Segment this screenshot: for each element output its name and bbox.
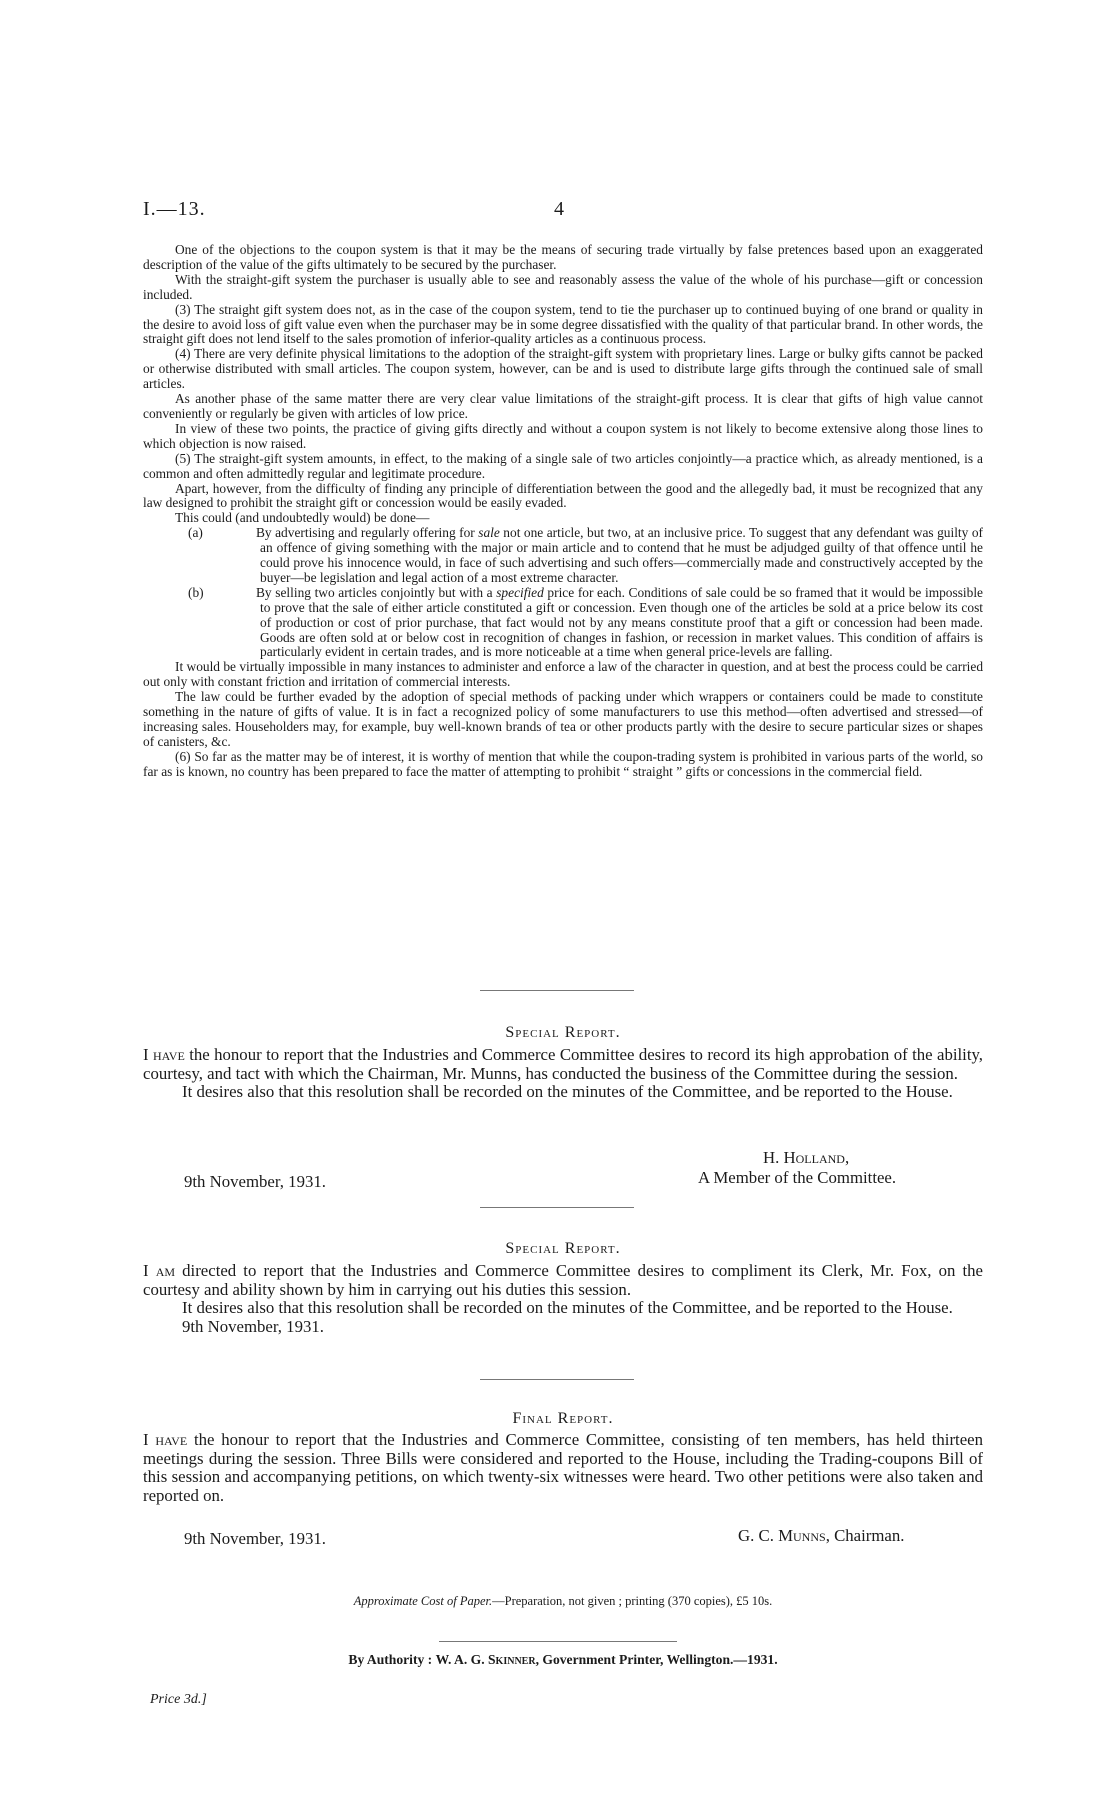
item-label: (b)	[188, 584, 204, 600]
paragraph: One of the objections to the coupon system is that it may be the means of securing trade virtually by false pretences based upon an exaggerated description of the value of the gifts ultimately to be secured by the purchaser.	[143, 242, 983, 272]
item-text: price for each. Conditions of sale could be so framed that it would be impossible to prove that the sale of either article constituted a gift or concession. Even though one of the articles be sold at a price below its cost of production or cost of prior purchase, that fact would not by any means constitute proof that a gift or concession had been made. Goods are often sold at or below cost in recognition of changes in fashion, or recession in market values. This condition of affairs is particularly evident in certain trades, and is more noticeable at a time when general price-levels are falling.	[260, 584, 984, 660]
paragraph-text: directed to report that the Industries and Commerce Committee desires to compliment its Clerk, Mr. Fox, on the courtesy and ability shown by him in carrying out his duties this session.	[143, 1261, 984, 1299]
opening-words: I am	[143, 1261, 176, 1280]
authority-prefix: By Authority :	[348, 1652, 433, 1667]
item-text: not one article, but two, at an inclusive price. To suggest that any defendant was guilty of an offence of giving something with the major or main article and to contend that he must be adjudged guilty of that offence until he could prove his innocence would, in face of such advertising and such offers—commercially made and constructively accepted by the buyer—be legislation and legal action of a most extreme character.	[260, 525, 983, 585]
section-divider	[480, 1207, 634, 1208]
page-header	[143, 198, 983, 228]
printer-details: , Government Printer, Wellington.—1931.	[535, 1652, 778, 1667]
section-divider	[480, 990, 634, 991]
report-date: 9th November, 1931.	[184, 1172, 326, 1191]
special-report-2-body	[143, 1262, 983, 1337]
paragraph: The law could be further evaded by the adoption of special methods of packing under which wrappers or containers could be made to constitute something in the nature of gifts of value. It is in fact a recognized policy of some manufacturers to use this method—often advertised and stressed—of increasing sales. Householders may, for example, buy well-known brands of tea or other products partly with the desire to secure particular sizes or shapes of canisters, &c.	[143, 689, 983, 749]
report-date: 9th November, 1931.	[182, 1317, 324, 1337]
cost-text: —Preparation, not given ; printing (370 copies), £5 10s.	[492, 1594, 773, 1608]
paragraph: With the straight-gift system the purchaser is usually able to see and reasonably assess the value of the whole of his purchase—gift or concession included.	[143, 271, 983, 302]
list-item	[188, 525, 983, 586]
item-text: By advertising and regularly offering for	[256, 525, 479, 541]
emphasis: specified	[496, 584, 544, 600]
signatory-name: G. C. Munns	[738, 1526, 826, 1545]
item-text: By selling two articles conjointly but with a	[256, 584, 497, 600]
paragraph: (5) The straight-gift system amounts, in effect, to the making of a single sale of two articles conjointly—a practice which, as already mentioned, is a common and often admittedly regular and legitimate procedure.	[143, 450, 983, 481]
signatory-role: , Chairman.	[825, 1526, 905, 1545]
price-label: Price 3d.]	[150, 1692, 207, 1707]
special-report-1-paragraph	[143, 1046, 983, 1083]
paragraph: It would be virtually impossible in many instances to administer and enforce a law of the character in question, and at best the process could be carried out only with constant friction and irritation of commercial interests.	[143, 659, 984, 690]
page-number: 4	[554, 198, 564, 220]
cost-label: Approximate Cost of Paper.	[353, 1594, 493, 1608]
objections-section	[143, 243, 983, 780]
paragraph: (3) The straight gift system does not, as in the case of the coupon system, tend to tie the purchaser up to continued buying of one brand or quality in the desire to avoid loss of gift value even when the purchaser may be in some degree dissatisfied with the quality of that particular brand. In other words, the straight gift does not lend itself to the sales promotion of inferior-quality articles as a continuous process.	[143, 301, 983, 347]
signatory-role: A Member of the Committee.	[698, 1168, 897, 1187]
paragraph: (6) So far as the matter may be of interest, it is worthy of mention that while the coupon-trading system is prohibited in various parts of the world, so far as is known, no country has been prepared to face the matter of attempting to prohibit “ straight ” gifts or concessions in the commercial field.	[143, 748, 983, 779]
special-report-2-resolution: It desires also that this resolution shall be recorded on the minutes of the Committee, and be reported to the House.	[182, 1298, 953, 1318]
footer-rule	[439, 1641, 677, 1642]
paragraph-text: the honour to report that the Industries and Commerce Committee desires to record its high approbation of the ability, courtesy, and tact with which the Chairman, Mr. Munns, has conducted the business of the Committee during the session.	[143, 1045, 983, 1083]
special-report-2-paragraph	[143, 1262, 983, 1299]
final-report-paragraph	[143, 1431, 983, 1506]
special-report-1-resolution: It desires also that this resolution shall be recorded on the minutes of the Committee, and be reported to the House.	[182, 1082, 953, 1102]
item-label: (a)	[188, 525, 203, 541]
final-report-heading: Final Report.	[512, 1410, 614, 1427]
document-reference: I.—13.	[143, 198, 206, 220]
special-report-2-heading: Special Report.	[505, 1240, 621, 1257]
special-report-1-body	[143, 1046, 983, 1102]
emphasis: sale	[478, 525, 500, 541]
printer-imprint	[143, 1652, 983, 1668]
opening-words: I have	[143, 1045, 185, 1064]
opening-words: I have	[143, 1430, 188, 1449]
list-item	[188, 584, 984, 661]
report-date: 9th November, 1931.	[184, 1529, 326, 1548]
paragraph: In view of these two points, the practice of giving gifts directly and without a coupon system is not likely to become extensive along those lines to which objection is now raised.	[143, 420, 983, 451]
section-divider	[480, 1379, 634, 1380]
paragraph: As another phase of the same matter there are very clear value limitations of the straight-gift process. It is clear that gifts of high value cannot conveniently or regularly be given with articles of low price.	[143, 391, 983, 421]
printer-name: W. A. G. Skinner	[435, 1652, 536, 1667]
chairman-signature	[738, 1526, 904, 1546]
paragraph: This could (and undoubtedly would) be done—	[175, 510, 430, 526]
paragraph: Apart, however, from the difficulty of finding any principle of differentiation between the good and the allegedly bad, it must be recognized that any law designed to prohibit the straight gift or concession would be easily evaded.	[143, 480, 983, 511]
signatory-name: H. Holland,	[763, 1148, 850, 1167]
cost-note	[143, 1594, 983, 1609]
paragraph-text: the honour to report that the Industries and Commerce Committee, consisting of ten members, has held thirteen meetings during the session. Three Bills were considered and reported to the House, including the Trading-coupons Bill of this session and accompanying petitions, on which twenty-six witnesses were heard. Two other petitions were also taken and reported on.	[143, 1430, 983, 1506]
paragraph: (4) There are very definite physical limitations to the adoption of the straight-gift system with proprietary lines. Large or bulky gifts cannot be packed or otherwise distributed with small articles. The coupon system, however, can be and is used to distribute large gifts through the continued sale of small articles.	[143, 346, 983, 392]
final-report-body	[143, 1431, 983, 1506]
special-report-1-heading: Special Report.	[505, 1024, 621, 1041]
